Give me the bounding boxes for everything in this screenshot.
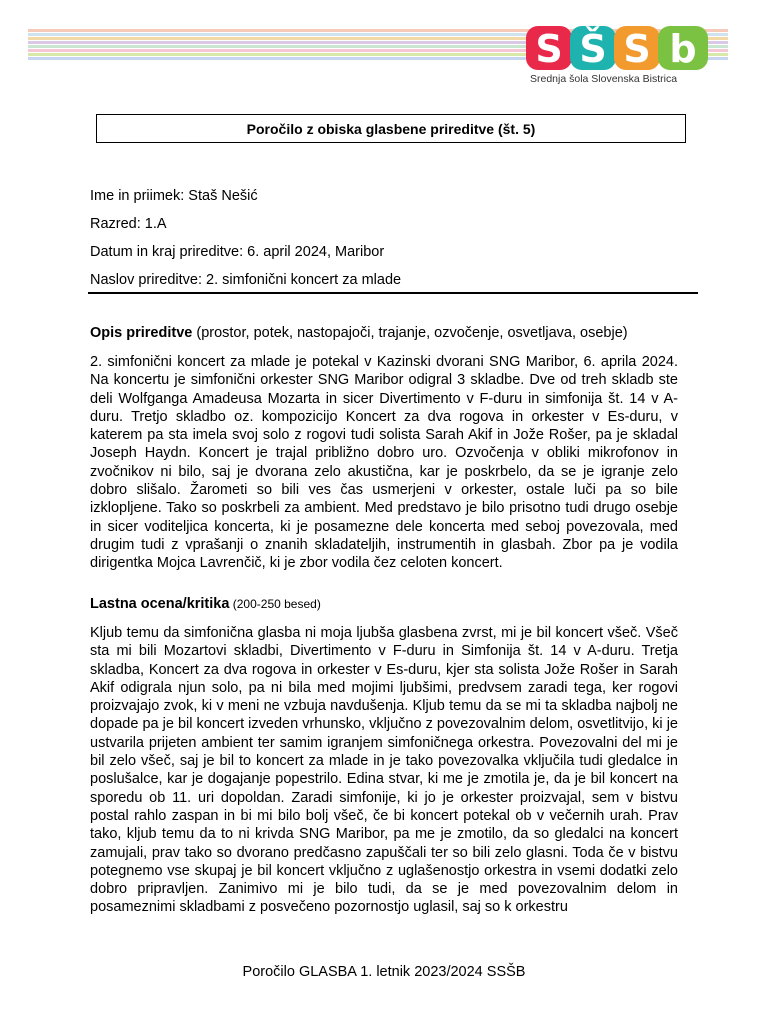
review-heading-note: (200-250 besed) (229, 597, 321, 611)
svg-text:S: S (623, 27, 651, 71)
page-footer: Poročilo GLASBA 1. letnik 2023/2024 SSŠB (242, 964, 526, 980)
info-event-title: Naslov prireditve: 2. simfonični koncert za mlade (90, 272, 402, 288)
review-text: Kljub temu da simfonična glasba ni moja ljubša glasbena zvrst, mi je bil koncert všeč. Všeč sta mi bili Mozartovi skladbi, Divertimento v F-duru in Simfonija št. 14 v A-duru. Tretja skladba, Koncert za dva rogova in orkester v Es-duru, kjer sta solista Jože Rošer in Sarah Akif odigrala njun solo, pa ni bila med mojimi ljubšimi, predvsem zaradi tega, ker rogovi proizvajajo zvok, ki v meni ne vzbuja navdušenja. Kljub temu da se mi ta skladba najbolj ne dopade pa je bil koncert izveden vrhunsko, vključno z povezovalnim delom, osvetlitvijo, ki je ustvarila prijeten ambient ter samim igranjem simfoničnega orkestra. Povezovalni del mi je bil zelo všeč, saj je bil to koncert za mlade in je tako povezovalka vključila tudi gledalce in poslušalce, kar je dogajanje popestrilo. Edina stvar, ki me je zmotila je, da je bil koncert na sporedu ob 11. uri dopoldan. Zaradi simfonije, ki jo je orkester proizvajal, sem v bistvu postal rahlo zaspan in bi mi bilo bolj všeč, če bi koncert potekal ob v večernih urah. Prav tako, kljub temu da to ni krivda SNG Maribor, pa me je zmotilo, da so gledalci na koncert zamujali, prav tako so dvorano predčasno zapuščali ter so bili zelo glasni. Toda če v bistvu potegnemo vse skupaj je bil koncert vključno z uglašenostjo orkestra in vsemi dodatki zelo dobro pripravljen. Zanimivo mi je bilo tudi, da se je med povezovalnim delom in posameznimi skladbami z posvečeno pozornostjo uglasil, saj so k orkestru (90, 625, 678, 916)
info-name: Ime in priimek: Staš Nešić (90, 188, 258, 204)
description-heading-label: Opis prireditve (90, 325, 193, 341)
review-heading-label: Lastna ocena/kritika (90, 596, 230, 612)
review-heading (90, 596, 678, 612)
info-date-place: Datum in kraj prireditve: 6. april 2024, Maribor (90, 244, 385, 260)
school-name: Srednja šola Slovenska Bistrica (530, 73, 678, 85)
divider-line (88, 292, 698, 294)
school-logo (524, 22, 714, 74)
svg-text:b: b (669, 27, 697, 71)
report-title: Poročilo z obiska glasbene prireditve (št. 5) (96, 114, 686, 143)
info-class: Razred: 1.A (90, 216, 167, 232)
svg-text:S: S (535, 27, 563, 71)
description-text: 2. simfonični koncert za mlade je potekal v Kazinski dvorani SNG Maribor, 6. aprila 2024. Na koncertu je simfonični orkester SNG Maribor odigral 3 skladbe. Dve od treh skladb ste deli Wolfganga Amadeusa Mozarta in sicer Divertimento v F-duru in simfonija št. 14 v A-duru. Tretjo skladbo oz. kompozicijo Koncert za dva rogova in orkester v Es-duru, v katerem pa sta imela svoj solo z rogovi tudi solista Sarah Akif in Jože Rošer, pa je skladal Joseph Haydn. Koncert je trajal približno dobro uro. Ozvočenja v obliki mikrofonov in zvočnikov ni bilo, saj je dvorana zelo akustična, kar je poskrbelo, da se je igranje zelo dobro slišalo. Žarometi so bili ves čas usmerjeni v orkester, ostale luči pa so bile izklopljene. Tako so poskrbeli za ambient. Med predstavo je bilo prisotno tudi drugo osebje in sicer voditeljica koncerta, ki je posamezne dele koncerta med seboj povezovala, med drugim tudi z vprašanji o znanih skladateljih, instrumentih in glasbah. Zbor pa je vodila dirigentka Mojca Lavrenčič, ki je zbor vodila čez celoten koncert. (90, 354, 678, 572)
svg-text:Š: Š (579, 27, 607, 71)
description-heading (90, 325, 678, 341)
description-heading-note: (prostor, potek, nastopajoči, trajanje, ozvočenje, osvetljava, osebje) (192, 325, 628, 341)
